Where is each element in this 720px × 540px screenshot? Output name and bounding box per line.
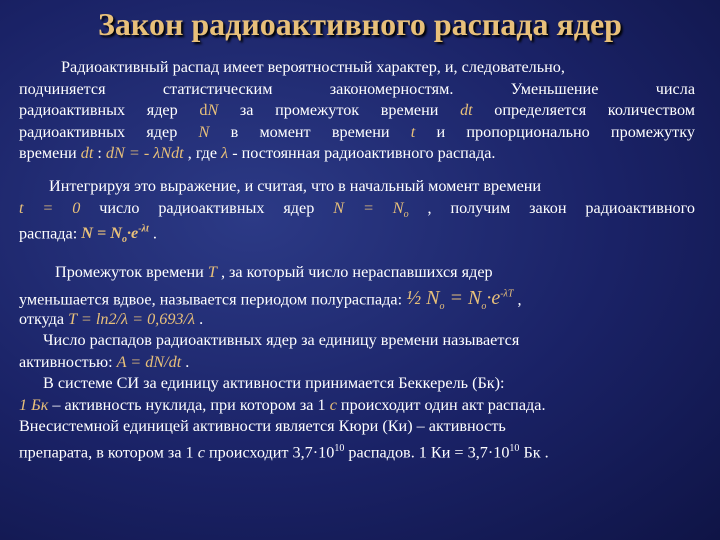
- text: , получим закон радиоактивного: [408, 198, 695, 217]
- text-line: Интегрируя это выражение, и считая, что в начальный момент времени: [49, 177, 542, 195]
- text-line: [19, 122, 695, 144]
- formula-part: ½ N: [406, 287, 440, 310]
- text: - постоянная радиоактивного распада.: [228, 144, 496, 162]
- text: происходит 3,7·10: [204, 442, 335, 461]
- formula-decay-differential: dN = - λNdt: [105, 144, 184, 162]
- text: , за который число нераспавшихся ядер: [216, 263, 493, 281]
- text: времени: [19, 144, 81, 162]
- formula-half-life: [406, 287, 514, 313]
- text: – активность нуклида, при котором за 1: [48, 395, 330, 414]
- paragraph-half-life: [19, 262, 695, 459]
- formula-part: ·e: [126, 224, 139, 243]
- text-line: [19, 198, 695, 220]
- text: за промежуток времени: [218, 101, 461, 119]
- formula-subscript: o: [403, 208, 409, 220]
- text: Промежуток времени: [55, 263, 208, 281]
- text-line: [19, 438, 695, 460]
- text: Бк .: [519, 442, 549, 461]
- text: ,: [513, 290, 522, 309]
- formula-t0: t = 0: [19, 198, 81, 217]
- text-line: Радиоактивный распад имеет вероятностный характер, и, следовательно,: [61, 58, 565, 76]
- formula-decay-law: [81, 224, 149, 246]
- text: :: [93, 144, 106, 162]
- formula-exponent: -λT: [500, 288, 514, 300]
- text-line: Число распадов радиоактивных ядер за единицу времени называется: [43, 331, 520, 349]
- exponent: 10: [334, 442, 345, 454]
- formula-subscript: o: [481, 301, 487, 313]
- text-line: [19, 309, 695, 331]
- formula-exponent: -λt: [138, 224, 149, 235]
- text: распадов. 1 Ки = 3,7·10: [344, 442, 510, 461]
- text: откуда: [19, 309, 69, 328]
- text: активностью:: [19, 352, 117, 371]
- text-line: [19, 100, 695, 122]
- formula-n-equals: N = N: [333, 198, 404, 217]
- text: радиоактивных ядер: [19, 101, 200, 119]
- formula-lambda: λ: [221, 144, 229, 162]
- text: .: [148, 224, 157, 243]
- text: определяется количеством: [472, 101, 695, 119]
- formula-t-period: T: [207, 263, 217, 281]
- text: радиоактивных ядер: [19, 122, 199, 141]
- formula-becquerel: 1 Бк: [19, 395, 49, 414]
- formula-t: t: [410, 122, 416, 141]
- text: , где: [183, 144, 222, 162]
- text-line: [19, 284, 695, 313]
- formula-d: d: [199, 101, 208, 119]
- text: в момент времени: [209, 122, 411, 141]
- slide-title: Закон радиоактивного распада ядер: [98, 6, 622, 42]
- formula-n: N: [198, 122, 210, 141]
- text: происходит один акт распада.: [336, 395, 546, 414]
- text-line: [19, 262, 695, 284]
- text: .: [195, 309, 204, 328]
- formula-half-life-value: T = ln2/λ = 0,693/λ: [68, 309, 196, 328]
- text-line: [19, 219, 695, 246]
- exponent: 10: [509, 442, 520, 454]
- formula-second: с: [197, 442, 205, 461]
- paragraph-radioactive-decay: [19, 57, 695, 165]
- text: и пропорционально промежутку: [415, 122, 695, 141]
- text: число радиоактивных ядер: [80, 198, 334, 217]
- text: уменьшается вдвое, называется периодом полураспада:: [19, 290, 407, 309]
- text-line: подчиняется статистическим закономерностям. Уменьшение числа: [19, 79, 695, 98]
- formula-dt: dt: [460, 101, 473, 119]
- formula-subscript: o: [439, 301, 445, 313]
- formula-dt: dt: [80, 144, 94, 162]
- text: .: [181, 352, 190, 371]
- text-line: В системе СИ за единицу активности принимается Беккерель (Бк):: [43, 374, 505, 392]
- formula-part: ·e: [486, 287, 501, 310]
- text-line: Внесистемной единицей активности является Кюри (Ки) – активность: [19, 417, 506, 435]
- formula-n: N: [207, 101, 219, 119]
- text-line: [19, 395, 695, 417]
- formula-subscript: o: [121, 234, 127, 246]
- formula-activity: A = dN/dt: [116, 352, 182, 371]
- text-line: [19, 143, 695, 165]
- formula-part: N = N: [81, 224, 122, 243]
- formula-second: с: [329, 395, 337, 414]
- text-line: [19, 352, 695, 374]
- text: препарата, в котором за 1: [19, 442, 198, 461]
- text: распада:: [19, 224, 82, 243]
- paragraph-integration: [19, 176, 695, 246]
- formula-part: = N: [444, 287, 482, 310]
